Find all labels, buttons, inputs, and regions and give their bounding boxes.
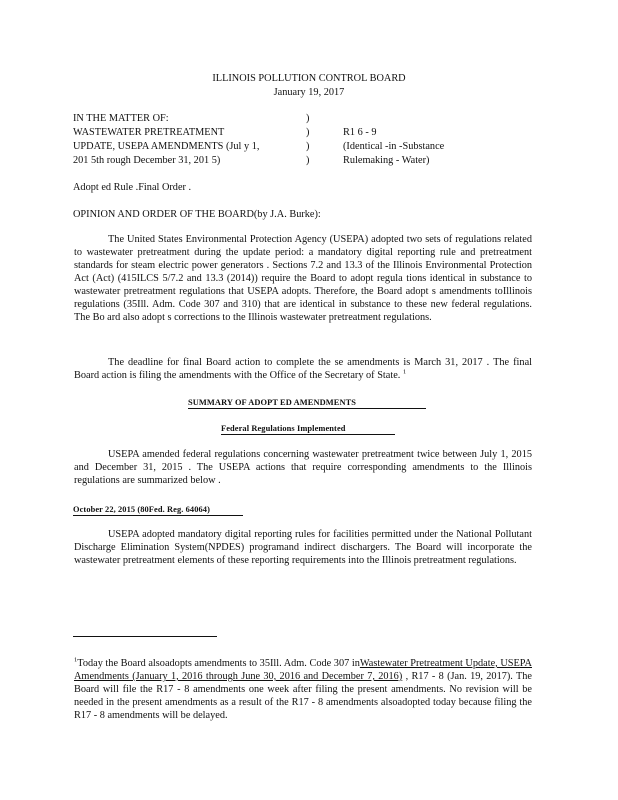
summary-heading: SUMMARY OF ADOPT ED AMENDMENTS [188, 398, 357, 407]
caption-line-3: UPDATE, USEPA AMENDMENTS (Jul y 1, [73, 141, 260, 152]
footnote-separator [73, 636, 217, 637]
subheading-underline [221, 434, 395, 435]
footnote-rest-text: , R17 - 8 (Jan. 19, 2017). The Board will file the R17 - 8 amendments one week after filing the present amendments. No revision will be needed in the present amendments as a result of the R17 - 8 amendments alsoadopted today because filing the R17 - 8 amendments will be delayed. [74, 671, 532, 721]
paragraph-2-text: The deadline for final Board action to complete the se amendments is March 31, 2017 . The final Board action is filing the amendments with the Office of the Secretary of State. [74, 357, 532, 381]
footnote-citation: Wastewater Pretreatment Update, USEPA Amendments (January 1, 2016 through June 30, 2016 and December 7, 2016) [74, 658, 532, 682]
rule-section-underline [73, 515, 243, 516]
rulemaking-subject: Rulemaking - Water) [343, 155, 430, 166]
paragraph-2 [74, 356, 532, 382]
footnote-reference: 1 [402, 368, 407, 376]
caption-paren-2: ) [306, 127, 310, 138]
paragraph-4-text: USEPA adopted mandatory digital reporting rules for facilities permitted under the National Pollutant Discharge Elimination System(NPDES) programand indirect dischargers. The Board will incorporate the wastewater pretreatment elements of these reporting requirements into the Illinois pretreatment regulations. [74, 529, 532, 566]
order-date: January 19, 2017 [273, 87, 345, 98]
paragraph-1-text: The United States Environmental Protection Agency (USEPA) adopted two sets of regulations related to wastewater pretreatment during the update period: a mandatory digital reporting rule and pretreatment standards for steam electric power generators . Sections 7.2 and 13.3 of the Illinois Environmental Protection Act (Act) (415ILCS 5/7.2 and 13.3 (2014)) require the Board to adopt regula tions identical in substance to wastewater pretreatment regulations that USEPA adopts. Therefore, the Board adopt s amendments toIllinois regulations (35Ill. Adm. Code 307 and 310) that are identical in substance to these new federal regulations. The Bo ard also adopt s corrections to the Illinois wastewater pretreatment regulations. [74, 234, 532, 323]
caption-paren-3: ) [306, 141, 310, 152]
rule-section-heading: October 22, 2015 (80Fed. Reg. 64064) [73, 505, 210, 514]
board-name: ILLINOIS POLLUTION CONTROL BOARD [212, 73, 406, 84]
footnote [74, 657, 532, 722]
caption-line-1: IN THE MATTER OF: [73, 113, 169, 124]
caption-paren-1: ) [306, 113, 310, 124]
footnote-number: 1 [74, 656, 78, 664]
docket-number: R1 6 - 9 [343, 127, 377, 138]
opinion-heading: OPINION AND ORDER OF THE BOARD(by J.A. Burke): [73, 209, 321, 220]
caption-line-2: WASTEWATER PRETREATMENT [73, 127, 225, 138]
caption-line-4: 201 5th rough December 31, 201 5) [73, 155, 221, 166]
paragraph-4 [74, 528, 532, 567]
paragraph-1 [74, 233, 532, 324]
footnote-lead-text: Today the Board alsoadopts amendments to 35Ill. Adm. Code 307 in [77, 658, 360, 669]
paragraph-3 [74, 448, 532, 487]
adopted-rule-line: Adopt ed Rule .Final Order . [73, 182, 192, 193]
caption-paren-4: ) [306, 155, 310, 166]
rulemaking-type: (Identical -in -Substance [343, 141, 445, 152]
paragraph-3-text: USEPA amended federal regulations concerning wastewater pretreatment twice between July 1, 2015 and December 31, 2015 . The USEPA actions that require corresponding amendments to the Illinois regulations are summarized below . [74, 449, 532, 486]
summary-heading-underline [188, 408, 426, 409]
federal-regulations-subheading: Federal Regulations Implemented [221, 424, 346, 433]
